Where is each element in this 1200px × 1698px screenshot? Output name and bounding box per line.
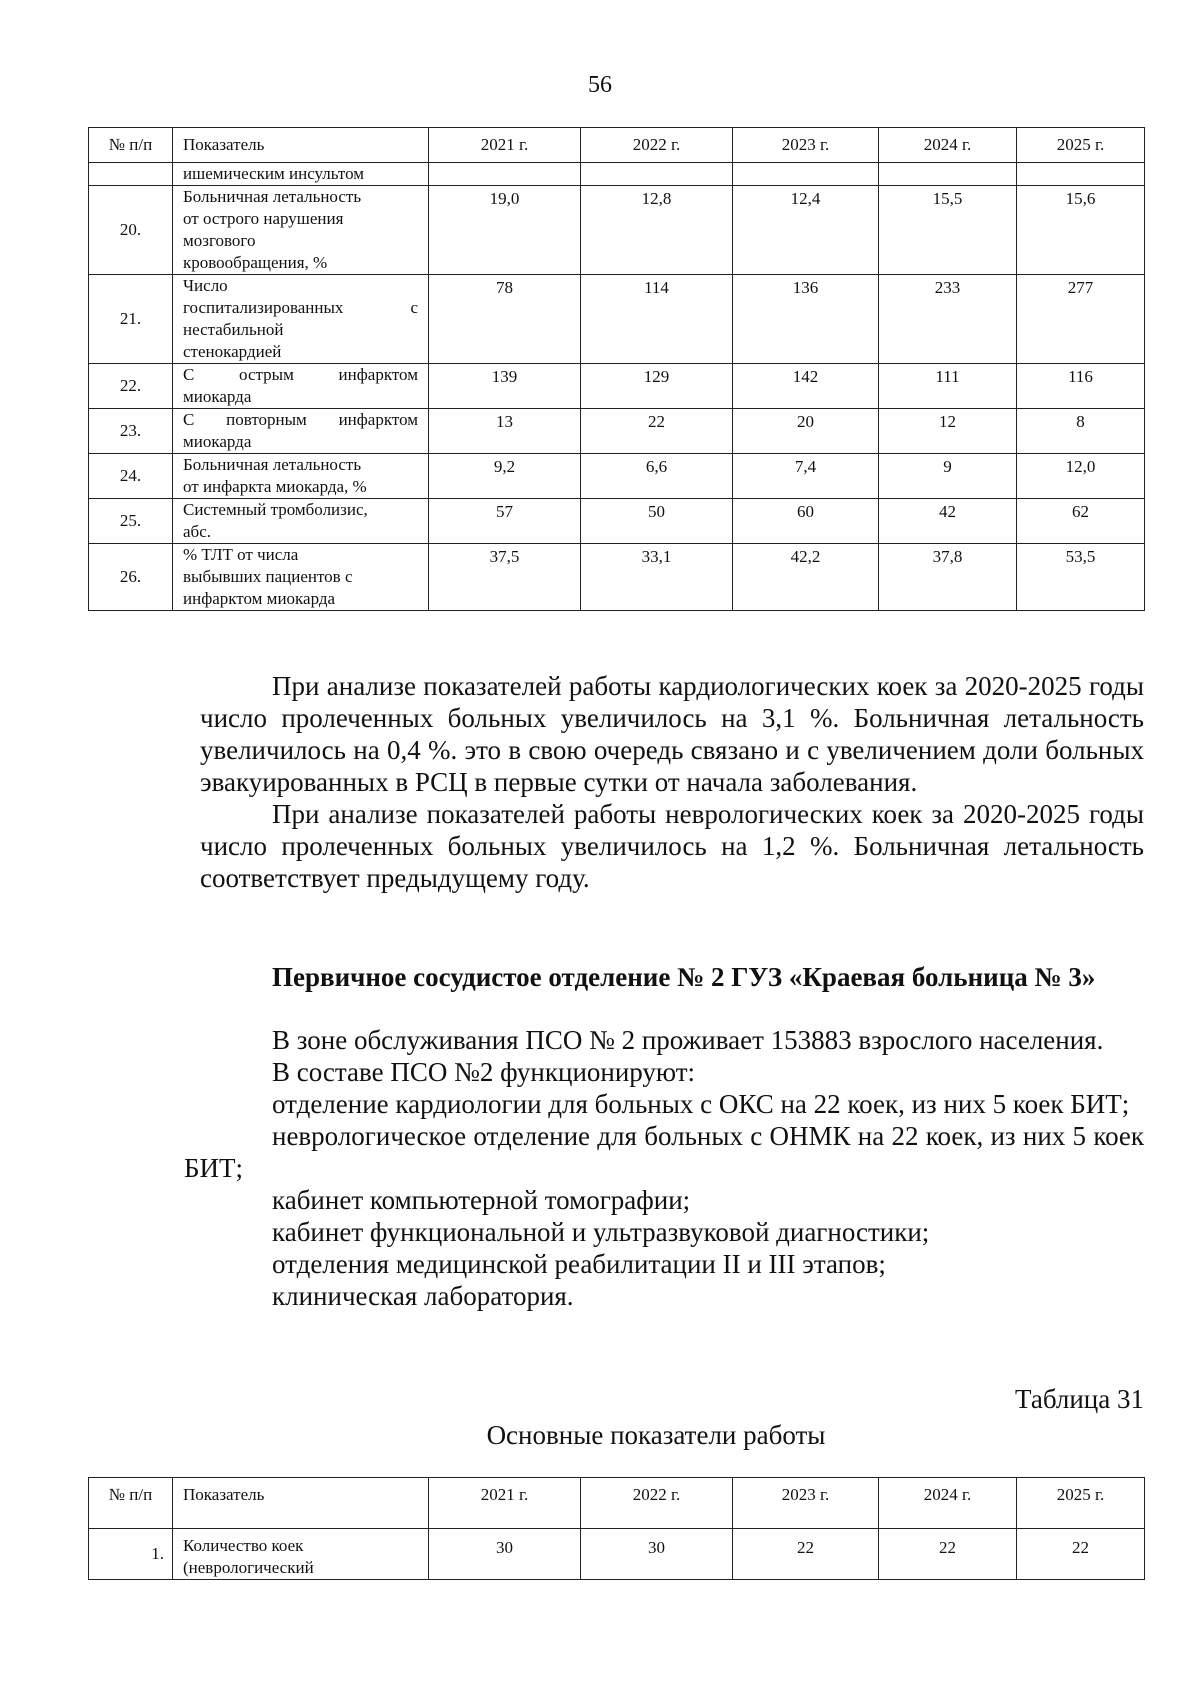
analysis-text [200,670,1144,894]
column-header: 2022 г. [581,1478,733,1529]
table-row [89,186,1145,275]
table-row [89,409,1145,454]
value-cell: 116 [1017,364,1145,409]
value-cell [581,163,733,186]
indicator-cell [173,1529,429,1580]
indicator-cell [173,186,429,275]
value-cell: 20 [733,409,879,454]
indicators-table-31 [88,1477,1145,1580]
indicator-line: выбывших пациентов с [183,567,353,586]
value-cell: 136 [733,275,879,364]
indicator-line: С острым инфарктом [183,365,418,384]
column-header: 2025 г. [1017,1478,1145,1529]
value-cell: 111 [879,364,1017,409]
row-number-cell: 24. [89,454,173,499]
value-cell: 277 [1017,275,1145,364]
indicator-line: нестабильной [183,320,284,339]
value-cell: 9 [879,454,1017,499]
table-row [89,1529,1145,1580]
column-header: Показатель [173,1478,429,1529]
value-cell: 53,5 [1017,544,1145,611]
pso-line: неврологическое отделение для больных с ОНМК на 22 коек, из них 5 коек БИТ; [184,1121,1144,1183]
column-header: 2023 г. [733,1478,879,1529]
value-cell: 42 [879,499,1017,544]
row-number-cell: 22. [89,364,173,409]
value-cell: 60 [733,499,879,544]
row-number-cell: 21. [89,275,173,364]
value-cell [879,163,1017,186]
table-header-row [89,128,1145,163]
value-cell: 142 [733,364,879,409]
indicator-line: % ТЛТ от числа [183,545,299,564]
indicator-line: Больничная летальность [183,455,362,474]
value-cell: 7,4 [733,454,879,499]
value-cell: 30 [581,1529,733,1580]
value-cell: 6,6 [581,454,733,499]
indicator-line: С повторным инфарктом [183,410,418,429]
indicator-line: Количество коек [183,1536,304,1555]
value-cell: 78 [429,275,581,364]
indicator-cell [173,454,429,499]
table-row [89,454,1145,499]
section-heading: Первичное сосудистое отделение № 2 ГУЗ «Краевая больница № 3» [272,962,1096,992]
pso-line: В составе ПСО №2 функционируют: [272,1057,696,1087]
indicator-line: госпитализированных с [183,298,418,317]
indicator-line: кровообращения, % [183,253,328,272]
analysis-paragraph: При анализе показателей работы неврологических коек за 2020-2025 годы число пролеченных больных увеличилось на 1,2 %. Больничная летальность соответствует предыдущему году. [200,799,1144,893]
table-label: Таблица 31 [1015,1384,1144,1414]
column-header: № п/п [89,128,173,163]
indicator-line: мозгового [183,231,256,250]
table-row [89,364,1145,409]
value-cell [1017,163,1145,186]
indicator-cell [173,364,429,409]
value-cell: 12,8 [581,186,733,275]
value-cell: 139 [429,364,581,409]
value-cell: 15,6 [1017,186,1145,275]
indicator-line: Больничная летальность [183,187,362,206]
indicator-line: Системный тромболизис, [183,500,368,519]
column-header: Показатель [173,128,429,163]
value-cell: 22 [1017,1529,1145,1580]
table-title: Основные показатели работы [486,1420,826,1450]
value-cell: 33,1 [581,544,733,611]
row-number-cell: 23. [89,409,173,454]
indicator-line: от острого нарушения [183,209,344,228]
indicator-cell [173,544,429,611]
row-number-cell: 26. [89,544,173,611]
column-header: 2021 г. [429,128,581,163]
pso-line: В зоне обслуживания ПСО № 2 проживает 153883 взрослого населения. [272,1025,1104,1055]
column-header: 2024 г. [879,128,1017,163]
value-cell: 37,8 [879,544,1017,611]
pso-line: клиническая лаборатория. [272,1281,574,1311]
value-cell: 42,2 [733,544,879,611]
indicator-line: инфарктом миокарда [183,589,336,608]
value-cell: 114 [581,275,733,364]
indicator-line: (неврологический [183,1558,314,1577]
column-header: 2021 г. [429,1478,581,1529]
value-cell: 13 [429,409,581,454]
value-cell: 57 [429,499,581,544]
indicators-table-continued [88,127,1145,611]
table-row [89,163,1145,186]
value-cell: 9,2 [429,454,581,499]
indicator-line: миокарда [183,432,252,451]
indicator-line: Число [183,276,228,295]
value-cell: 15,5 [879,186,1017,275]
indicator-cell [173,499,429,544]
table-row [89,544,1145,611]
row-number-cell [89,163,173,186]
value-cell: 129 [581,364,733,409]
table-header-row [89,1478,1145,1529]
value-cell: 233 [879,275,1017,364]
page-number: 56 [588,72,612,98]
value-cell: 22 [581,409,733,454]
value-cell: 12,4 [733,186,879,275]
indicator-line: абс. [183,522,211,541]
pso-line: отделение кардиологии для больных с ОКС на 22 коек, из них 5 коек БИТ; [272,1089,1130,1119]
indicator-line: миокарда [183,387,252,406]
value-cell: 22 [879,1529,1017,1580]
value-cell: 8 [1017,409,1145,454]
column-header: 2022 г. [581,128,733,163]
row-number-cell: 25. [89,499,173,544]
indicator-cell [173,409,429,454]
indicator-line: от инфаркта миокарда, % [183,477,367,496]
column-header: 2024 г. [879,1478,1017,1529]
column-header: № п/п [89,1478,173,1529]
value-cell: 12,0 [1017,454,1145,499]
value-cell: 62 [1017,499,1145,544]
pso-line: отделения медицинской реабилитации II и III этапов; [272,1249,886,1279]
value-cell: 30 [429,1529,581,1580]
indicator-cell [173,275,429,364]
value-cell [733,163,879,186]
pso-description [184,1024,1144,1312]
value-cell: 19,0 [429,186,581,275]
row-number-cell: 20. [89,186,173,275]
pso-line: кабинет компьютерной томографии; [272,1185,691,1215]
value-cell: 22 [733,1529,879,1580]
indicator-cell: ишемическим инсультом [173,163,429,186]
indicator-line: стенокардией [183,342,282,361]
pso-line: кабинет функциональной и ультразвуковой диагностики; [272,1217,930,1247]
value-cell [429,163,581,186]
value-cell: 12 [879,409,1017,454]
table-row [89,275,1145,364]
column-header: 2025 г. [1017,128,1145,163]
column-header: 2023 г. [733,128,879,163]
analysis-paragraph: При анализе показателей работы кардиологических коек за 2020-2025 годы число пролеченных больных увеличилось на 3,1 %. Больничная летальность увеличилось на 0,4 %. это в свою очередь связано и с увеличением доли больных эвакуированных в РСЦ в первые сутки от начала заболевания. [200,671,1144,797]
value-cell: 50 [581,499,733,544]
table-row [89,499,1145,544]
row-number-cell: 1. [89,1529,173,1580]
value-cell: 37,5 [429,544,581,611]
